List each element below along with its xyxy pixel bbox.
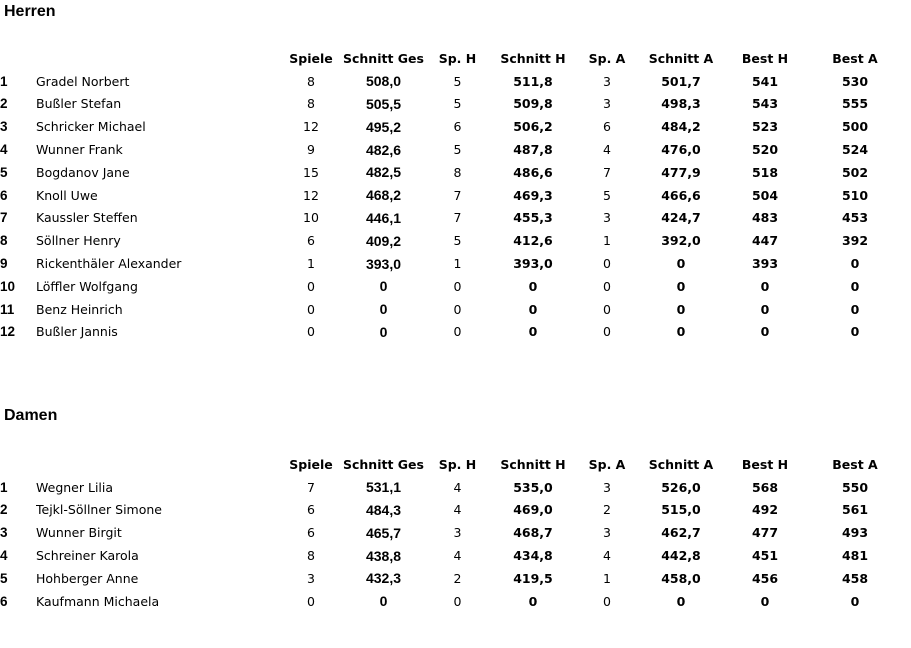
cell-schnitt-h: 487,8 <box>513 142 553 158</box>
cell-schnitt-ges: 393,0 <box>365 255 402 272</box>
cell-best-a: 458 <box>841 570 869 586</box>
cell-schnitt-ges: 508,0 <box>365 73 402 90</box>
cell-player-name: Knoll Uwe <box>36 187 98 203</box>
cell-schnitt-a: 501,7 <box>661 73 701 89</box>
table-row <box>0 567 905 590</box>
cell-sp-h: 5 <box>453 233 462 249</box>
cell-player-name: Schricker Michael <box>36 119 146 135</box>
table-row <box>0 138 905 161</box>
cell-best-h: 518 <box>751 164 779 180</box>
cell-best-a: 530 <box>841 73 869 89</box>
cell-schnitt-ges: 0 <box>379 301 388 318</box>
cell-best-h: 393 <box>751 256 779 272</box>
cell-player-name: Löffler Wolfgang <box>36 278 138 294</box>
cell-schnitt-a: 0 <box>676 301 686 317</box>
cell-best-a: 0 <box>850 256 860 272</box>
cell-spiele: 0 <box>307 593 315 609</box>
cell-player-name: Bogdanov Jane <box>36 164 130 180</box>
cell-schnitt-a: 0 <box>676 256 686 272</box>
herren-table <box>0 47 905 343</box>
cell-sp-h: 7 <box>453 187 462 203</box>
cell-best-a: 510 <box>841 187 869 203</box>
cell-schnitt-ges: 468,2 <box>365 187 402 204</box>
header-best-h: Best H <box>741 456 789 472</box>
cell-player-name: Gradel Norbert <box>36 73 130 89</box>
cell-best-h: 541 <box>751 73 779 89</box>
cell-spiele: 3 <box>307 570 315 586</box>
header-sp-a: Sp. A <box>588 456 626 472</box>
cell-spiele: 8 <box>307 73 315 89</box>
cell-sp-a: 3 <box>603 479 611 495</box>
header-sp-a: Sp. A <box>588 50 626 66</box>
cell-sp-h: 4 <box>453 479 462 495</box>
cell-schnitt-ges: 0 <box>379 278 388 295</box>
herren-section-title: Herren <box>4 3 56 20</box>
damen-section-title: Damen <box>4 407 58 424</box>
cell-best-h: 477 <box>751 525 779 541</box>
cell-sp-a: 3 <box>603 73 611 89</box>
header-spacer <box>0 453 36 476</box>
cell-best-a: 0 <box>850 593 860 609</box>
cell-sp-h: 0 <box>453 593 462 609</box>
cell-schnitt-ges: 438,8 <box>365 547 402 564</box>
cell-best-h: 0 <box>760 324 770 340</box>
cell-sp-a: 1 <box>603 570 611 586</box>
cell-player-name: Wunner Frank <box>36 142 123 158</box>
cell-spiele: 0 <box>307 324 315 340</box>
table-row <box>0 521 905 544</box>
cell-schnitt-a: 462,7 <box>661 525 701 541</box>
table-row <box>0 499 905 522</box>
cell-sp-h: 4 <box>453 548 462 564</box>
cell-rank: 7 <box>0 210 8 226</box>
cell-schnitt-ges: 0 <box>379 593 388 610</box>
cell-schnitt-h: 393,0 <box>513 256 553 272</box>
cell-best-a: 0 <box>850 278 860 294</box>
cell-best-h: 568 <box>751 479 779 495</box>
cell-sp-a: 3 <box>603 525 611 541</box>
cell-spiele: 10 <box>303 210 319 226</box>
cell-schnitt-h: 0 <box>528 278 538 294</box>
table-row <box>0 229 905 252</box>
cell-best-h: 504 <box>751 187 779 203</box>
cell-rank: 8 <box>0 233 8 249</box>
cell-sp-h: 5 <box>453 96 462 112</box>
cell-schnitt-h: 0 <box>528 593 538 609</box>
cell-best-h: 483 <box>751 210 779 226</box>
cell-rank: 3 <box>0 119 8 135</box>
cell-schnitt-h: 434,8 <box>513 548 553 564</box>
table-row <box>0 93 905 116</box>
cell-sp-h: 5 <box>453 73 462 89</box>
header-best-h: Best H <box>741 50 789 66</box>
cell-sp-h: 0 <box>453 324 462 340</box>
cell-schnitt-a: 526,0 <box>661 479 701 495</box>
cell-spiele: 6 <box>307 525 315 541</box>
cell-rank: 5 <box>0 164 8 180</box>
cell-player-name: Wunner Birgit <box>36 525 122 541</box>
cell-player-name: Bußler Stefan <box>36 96 122 112</box>
header-best-a: Best A <box>832 456 878 472</box>
header-spacer <box>36 453 281 476</box>
cell-schnitt-a: 484,2 <box>661 119 701 135</box>
cell-best-a: 493 <box>841 525 869 541</box>
cell-sp-a: 0 <box>603 324 611 340</box>
cell-rank: 11 <box>0 301 15 317</box>
cell-sp-a: 0 <box>603 256 611 272</box>
cell-player-name: Schreiner Karola <box>36 548 139 564</box>
cell-best-a: 502 <box>841 164 869 180</box>
cell-sp-h: 0 <box>453 301 462 317</box>
cell-schnitt-h: 0 <box>528 324 538 340</box>
cell-best-h: 456 <box>751 570 779 586</box>
cell-best-a: 500 <box>841 119 869 135</box>
cell-schnitt-h: 0 <box>528 301 538 317</box>
cell-best-h: 492 <box>751 502 779 518</box>
cell-sp-h: 2 <box>453 570 462 586</box>
cell-schnitt-a: 0 <box>676 278 686 294</box>
cell-rank: 4 <box>0 142 8 158</box>
cell-rank: 1 <box>0 479 8 495</box>
cell-best-a: 524 <box>841 142 869 158</box>
cell-best-h: 451 <box>751 548 779 564</box>
cell-schnitt-h: 509,8 <box>513 96 553 112</box>
cell-rank: 4 <box>0 548 8 564</box>
damen-table <box>0 453 905 613</box>
header-sp-h: Sp. H <box>438 456 477 472</box>
cell-schnitt-ges: 482,5 <box>365 164 402 181</box>
cell-rank: 6 <box>0 593 8 609</box>
table-row <box>0 70 905 93</box>
cell-rank: 2 <box>0 502 8 518</box>
cell-spiele: 9 <box>307 142 315 158</box>
table-row <box>0 161 905 184</box>
header-schnitt-ges: Schnitt Ges <box>343 50 424 66</box>
header-row <box>0 453 905 476</box>
table-row <box>0 252 905 275</box>
header-spacer <box>0 47 36 70</box>
cell-best-h: 543 <box>751 96 779 112</box>
cell-sp-h: 3 <box>453 525 462 541</box>
cell-schnitt-a: 476,0 <box>661 142 701 158</box>
header-schnitt-a: Schnitt A <box>648 50 714 66</box>
cell-schnitt-h: 468,7 <box>513 525 553 541</box>
header-spiele: Spiele <box>289 456 333 472</box>
cell-player-name: Söllner Henry <box>36 233 121 249</box>
cell-sp-a: 4 <box>603 548 611 564</box>
cell-rank: 9 <box>0 256 8 272</box>
cell-schnitt-ges: 495,2 <box>365 118 402 135</box>
cell-best-a: 0 <box>850 324 860 340</box>
cell-schnitt-h: 469,3 <box>513 187 553 203</box>
cell-sp-a: 3 <box>603 210 611 226</box>
cell-schnitt-h: 506,2 <box>513 119 553 135</box>
table-row <box>0 476 905 499</box>
cell-sp-a: 1 <box>603 233 611 249</box>
cell-sp-a: 0 <box>603 278 611 294</box>
cell-sp-h: 7 <box>453 210 462 226</box>
cell-schnitt-a: 424,7 <box>661 210 701 226</box>
cell-best-a: 0 <box>850 301 860 317</box>
cell-spiele: 8 <box>307 96 315 112</box>
cell-sp-a: 3 <box>603 96 611 112</box>
cell-schnitt-ges: 0 <box>379 323 388 340</box>
cell-player-name: Kaussler Steffen <box>36 210 138 226</box>
cell-best-a: 481 <box>841 548 869 564</box>
cell-schnitt-h: 412,6 <box>513 233 553 249</box>
cell-best-a: 550 <box>841 479 869 495</box>
cell-sp-h: 8 <box>453 164 462 180</box>
cell-schnitt-a: 0 <box>676 593 686 609</box>
cell-player-name: Benz Heinrich <box>36 301 123 317</box>
header-schnitt-a: Schnitt A <box>648 456 714 472</box>
table-row <box>0 298 905 321</box>
cell-spiele: 6 <box>307 502 315 518</box>
cell-best-h: 520 <box>751 142 779 158</box>
cell-player-name: Hohberger Anne <box>36 570 139 586</box>
cell-best-a: 453 <box>841 210 869 226</box>
cell-schnitt-ges: 484,3 <box>365 501 402 518</box>
cell-best-h: 0 <box>760 301 770 317</box>
cell-sp-a: 5 <box>603 187 611 203</box>
header-best-a: Best A <box>832 50 878 66</box>
cell-rank: 6 <box>0 187 8 203</box>
cell-player-name: Rickenthäler Alexander <box>36 256 182 272</box>
cell-best-h: 447 <box>751 233 779 249</box>
cell-best-h: 523 <box>751 119 779 135</box>
cell-schnitt-a: 392,0 <box>661 233 701 249</box>
cell-player-name: Bußler Jannis <box>36 324 118 340</box>
cell-sp-a: 6 <box>603 119 611 135</box>
table-row <box>0 115 905 138</box>
cell-schnitt-ges: 432,3 <box>365 570 402 587</box>
cell-schnitt-a: 477,9 <box>661 164 701 180</box>
cell-sp-a: 2 <box>603 502 611 518</box>
header-schnitt-ges: Schnitt Ges <box>343 456 424 472</box>
cell-sp-h: 0 <box>453 278 462 294</box>
cell-rank: 1 <box>0 73 8 89</box>
cell-schnitt-ges: 409,2 <box>365 232 402 249</box>
cell-schnitt-ges: 482,6 <box>365 141 402 158</box>
cell-schnitt-h: 455,3 <box>513 210 553 226</box>
cell-sp-h: 6 <box>453 119 462 135</box>
cell-player-name: Tejkl-Söllner Simone <box>36 502 162 518</box>
cell-schnitt-a: 442,8 <box>661 548 701 564</box>
cell-rank: 2 <box>0 96 8 112</box>
cell-sp-a: 7 <box>603 164 611 180</box>
header-row <box>0 47 905 70</box>
cell-schnitt-a: 458,0 <box>661 570 701 586</box>
cell-schnitt-a: 498,3 <box>661 96 701 112</box>
cell-spiele: 12 <box>303 187 319 203</box>
cell-sp-h: 1 <box>453 256 462 272</box>
cell-spiele: 7 <box>307 479 315 495</box>
cell-player-name: Wegner Lilia <box>36 479 114 495</box>
cell-spiele: 8 <box>307 548 315 564</box>
table-row <box>0 544 905 567</box>
cell-schnitt-h: 535,0 <box>513 479 553 495</box>
cell-sp-h: 5 <box>453 142 462 158</box>
table-row <box>0 184 905 207</box>
cell-best-h: 0 <box>760 278 770 294</box>
cell-rank: 10 <box>0 278 16 294</box>
cell-sp-a: 4 <box>603 142 611 158</box>
cell-best-h: 0 <box>760 593 770 609</box>
cell-best-a: 555 <box>841 96 869 112</box>
cell-spiele: 15 <box>303 164 319 180</box>
cell-spiele: 12 <box>303 119 319 135</box>
cell-schnitt-a: 515,0 <box>661 502 701 518</box>
cell-schnitt-h: 419,5 <box>513 570 553 586</box>
cell-spiele: 0 <box>307 301 315 317</box>
cell-player-name: Kaufmann Michaela <box>36 593 160 609</box>
table-row <box>0 590 905 613</box>
cell-schnitt-a: 466,6 <box>661 187 701 203</box>
cell-schnitt-ges: 446,1 <box>365 209 402 226</box>
cell-rank: 5 <box>0 570 8 586</box>
table-row <box>0 321 905 344</box>
cell-sp-a: 0 <box>603 593 611 609</box>
cell-rank: 3 <box>0 525 8 541</box>
cell-rank: 12 <box>0 324 16 340</box>
cell-schnitt-h: 511,8 <box>513 73 553 89</box>
cell-schnitt-h: 486,6 <box>513 164 553 180</box>
header-spiele: Spiele <box>289 50 333 66</box>
header-sp-h: Sp. H <box>438 50 477 66</box>
table-row <box>0 207 905 230</box>
cell-spiele: 1 <box>307 256 315 272</box>
cell-sp-a: 0 <box>603 301 611 317</box>
cell-best-a: 392 <box>841 233 869 249</box>
table-row <box>0 275 905 298</box>
cell-spiele: 6 <box>307 233 315 249</box>
cell-spiele: 0 <box>307 278 315 294</box>
cell-schnitt-h: 469,0 <box>513 502 553 518</box>
cell-sp-h: 4 <box>453 502 462 518</box>
cell-schnitt-ges: 505,5 <box>365 95 402 112</box>
header-schnitt-h: Schnitt H <box>500 456 566 472</box>
cell-schnitt-ges: 531,1 <box>365 479 402 496</box>
cell-schnitt-a: 0 <box>676 324 686 340</box>
header-schnitt-h: Schnitt H <box>500 50 566 66</box>
cell-best-a: 561 <box>841 502 869 518</box>
cell-schnitt-ges: 465,7 <box>365 524 402 541</box>
header-spacer <box>36 47 281 70</box>
